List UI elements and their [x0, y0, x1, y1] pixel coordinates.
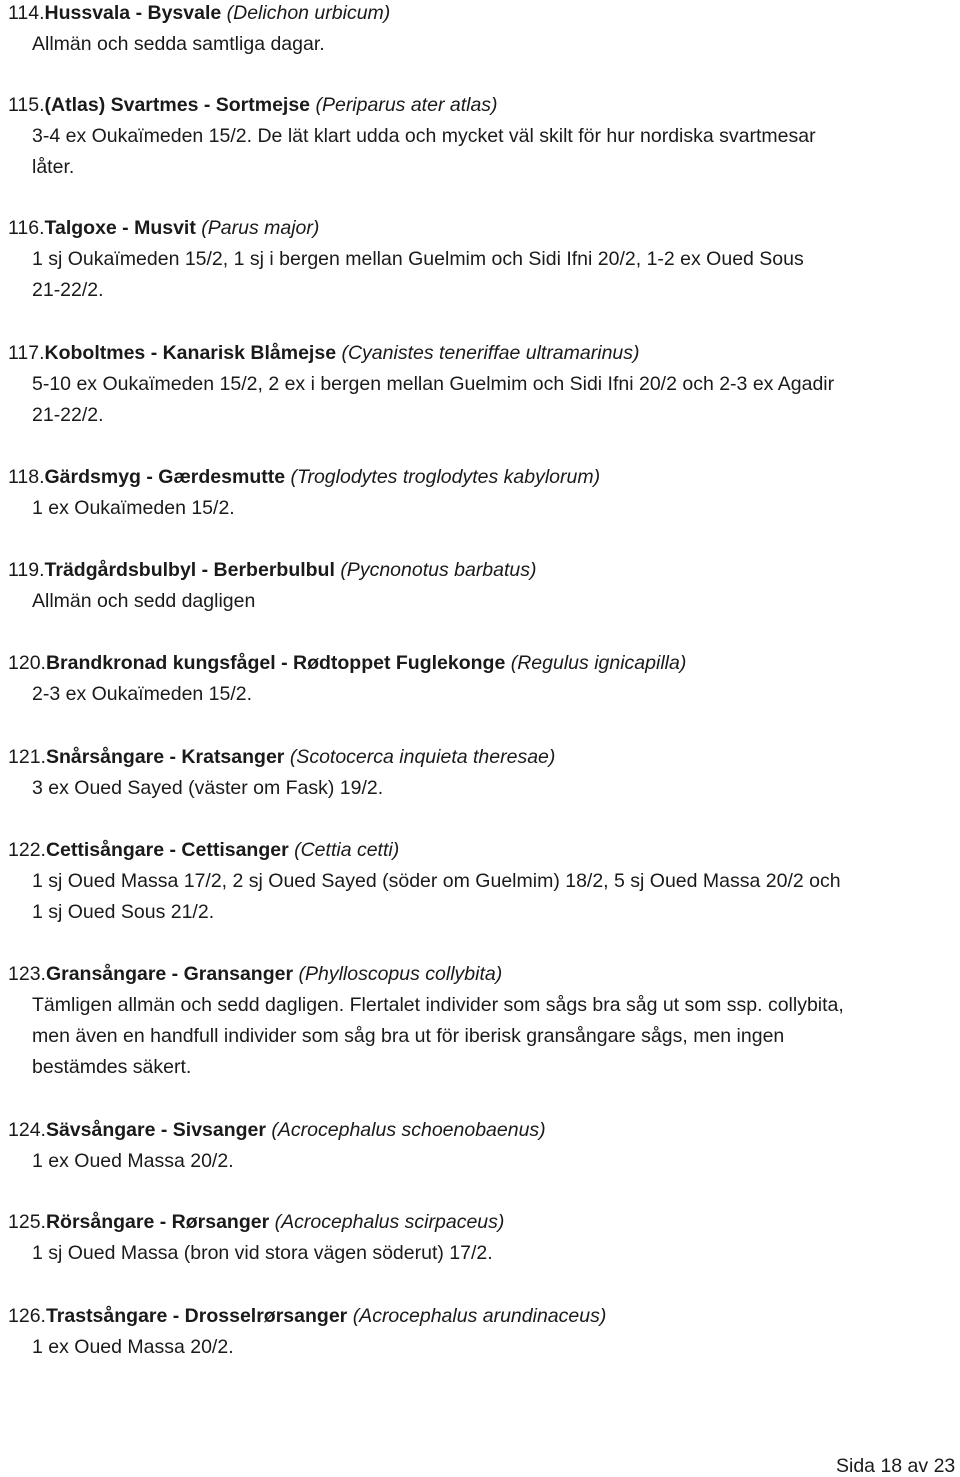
entry-text-line: låter.: [32, 156, 75, 178]
species-name: Rörsångare - Rørsanger: [45, 1211, 270, 1233]
entry-number: 120.: [8, 652, 46, 674]
entry-text-line: 1 ex Oued Massa 20/2.: [32, 1150, 234, 1172]
latin-name: (Parus major): [201, 217, 320, 239]
entry-text-line: 1 sj Oued Sous 21/2.: [32, 901, 215, 923]
entry-text-line: Allmän och sedda samtliga dagar.: [32, 33, 325, 55]
entry-heading: [8, 839, 399, 861]
species-name: Talgoxe - Musvit: [44, 217, 196, 239]
latin-name: (Regulus ignicapilla): [510, 652, 687, 674]
entry-number: 122.: [8, 839, 46, 861]
latin-name: (Pycnonotus barbatus): [340, 559, 537, 581]
entry-text-line: 3-4 ex Oukaïmeden 15/2. De lät klart udda och mycket väl skilt för hur nordiska svartmesar: [32, 125, 816, 147]
latin-name: (Troglodytes troglodytes kabylorum): [290, 466, 601, 488]
entry-number: 116.: [8, 217, 45, 239]
entry-number: 125.: [8, 1211, 46, 1233]
entry-number: 117.: [8, 342, 45, 364]
entry-number: 118.: [8, 466, 45, 488]
entry-text-line: Allmän och sedd dagligen: [32, 590, 256, 612]
entry-heading: [8, 652, 686, 674]
species-name: Koboltmes - Kanarisk Blåmejse: [44, 342, 337, 364]
entry-text-line: 1 sj Oukaïmeden 15/2, 1 sj i bergen mellan Guelmim och Sidi Ifni 20/2, 1-2 ex Oued Sous: [32, 248, 804, 270]
latin-name: (Phylloscopus collybita): [298, 963, 503, 985]
entry-text-line: 3 ex Oued Sayed (väster om Fask) 19/2.: [32, 777, 384, 799]
entry-number: 114.: [8, 2, 45, 24]
entry-text-line: 1 ex Oued Massa 20/2.: [32, 1336, 234, 1358]
entry-text-line: 21-22/2.: [32, 279, 104, 301]
entry-text-line: 1 sj Oued Massa (bron vid stora vägen söderut) 17/2.: [32, 1242, 493, 1264]
species-name: Snårsångare - Kratsanger: [45, 746, 285, 768]
species-name: Trädgårdsbulbyl - Berberbulbul: [44, 559, 335, 581]
entry-number: 124.: [8, 1119, 46, 1141]
latin-name: (Cyanistes teneriffae ultramarinus): [341, 342, 640, 364]
latin-name: (Periparus ater atlas): [315, 94, 498, 116]
species-name: Cettisångare - Cettisanger: [45, 839, 289, 861]
species-name: (Atlas) Svartmes - Sortmejse: [44, 94, 311, 116]
entry-heading: [8, 1119, 546, 1141]
page-number: Sida 18 av 23: [836, 1455, 956, 1477]
entry-heading: [8, 746, 555, 768]
entry-heading: [8, 1211, 504, 1233]
entry-text-line: men även en handfull individer som såg bra ut för iberisk gransångare sågs, men ingen: [32, 1025, 785, 1047]
species-name: Gransångare - Gransanger: [45, 963, 294, 985]
entry-heading: [8, 559, 537, 581]
entry-heading: [8, 466, 600, 488]
species-name: Trastsångare - Drosselrørsanger: [45, 1305, 348, 1327]
latin-name: (Acrocephalus arundinaceus): [352, 1305, 607, 1327]
entry-heading: [8, 2, 390, 24]
latin-name: (Acrocephalus schoenobaenus): [271, 1119, 546, 1141]
species-name: Gärdsmyg - Gærdesmutte: [44, 466, 286, 488]
entry-heading: [8, 963, 502, 985]
entry-number: 123.: [8, 963, 46, 985]
entry-number: 115.: [8, 94, 45, 116]
species-name: Hussvala - Bysvale: [44, 2, 222, 24]
entry-text-line: Tämligen allmän och sedd dagligen. Flertalet individer som sågs bra såg ut som ssp. collybita,: [32, 994, 844, 1016]
species-name: Sävsångare - Sivsanger: [45, 1119, 266, 1141]
latin-name: (Delichon urbicum): [226, 2, 391, 24]
species-name: Brandkronad kungsfågel - Rødtoppet Fuglekonge: [45, 652, 506, 674]
entry-heading: [8, 1305, 606, 1327]
latin-name: (Scotocerca inquieta theresae): [289, 746, 556, 768]
entry-text-line: bestämdes säkert.: [32, 1056, 192, 1078]
entry-heading: [8, 342, 640, 364]
entry-text-line: 1 ex Oukaïmeden 15/2.: [32, 497, 235, 519]
entry-heading: [8, 94, 498, 116]
entry-text-line: 1 sj Oued Massa 17/2, 2 sj Oued Sayed (söder om Guelmim) 18/2, 5 sj Oued Massa 20/2 och: [32, 870, 841, 892]
entry-text-line: 21-22/2.: [32, 404, 104, 426]
entry-number: 119.: [8, 559, 45, 581]
latin-name: (Acrocephalus scirpaceus): [274, 1211, 505, 1233]
latin-name: (Cettia cetti): [294, 839, 400, 861]
entry-number: 121.: [8, 746, 46, 768]
entry-text-line: 5-10 ex Oukaïmeden 15/2, 2 ex i bergen mellan Guelmim och Sidi Ifni 20/2 och 2-3 ex Agadir: [32, 373, 835, 395]
entry-text-line: 2-3 ex Oukaïmeden 15/2.: [32, 683, 253, 705]
entry-number: 126.: [8, 1305, 46, 1327]
entry-heading: [8, 217, 319, 239]
